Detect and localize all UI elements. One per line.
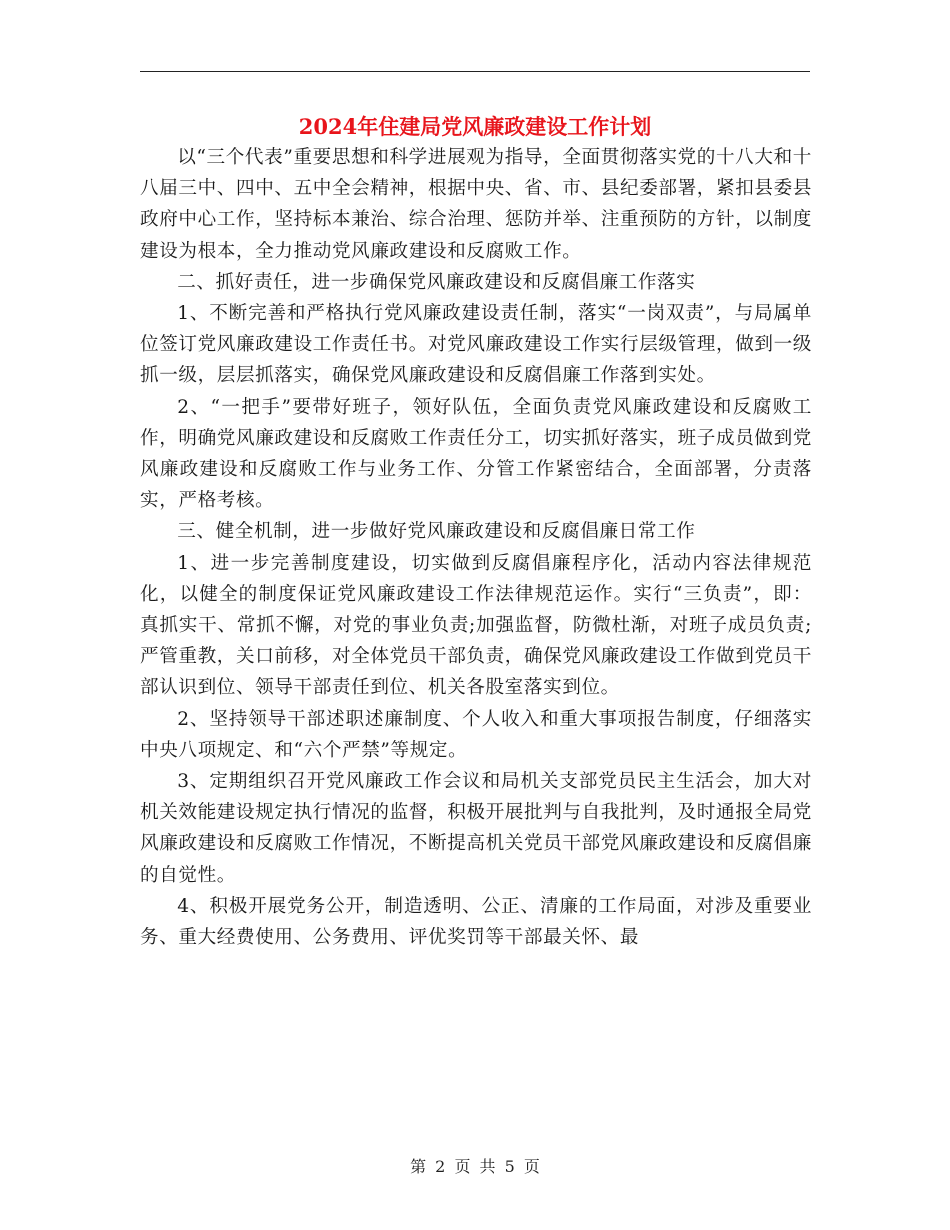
- paragraph-2-1: 1、不断完善和严格执行党风廉政建设责任制，落实“一岗双责”，与局属单位签订党风廉政建设工作责任书。对党风廉政建设工作实行层级管理，做到一级抓一级，层层抓落实，确保党风廉政建设和反腐倡廉工作落到实处。: [140, 303, 812, 387]
- paragraph-3-3: 3、定期组织召开党风廉政工作会议和局机关支部党员民主生活会，加大对机关效能建设规定执行情况的监督，积极开展批判与自我批判，及时通报全局党风廉政建设和反腐败工作情况，不断提高机关党员干部党风廉政建设和反腐倡廉的自觉性。: [140, 771, 812, 886]
- paragraph-intro: 以“三个代表”重要思想和科学进展观为指导，全面贯彻落实党的十八大和十八届三中、四中、五中全会精神，根据中央、省、市、县纪委部署，紧扣县委县政府中心工作，坚持标本兼治、综合治理、惩防并举、注重预防的方针，以制度建设为根本，全力推动党风廉政建设和反腐败工作。: [140, 147, 812, 262]
- paragraph-2-2: 2、“一把手”要带好班子，领好队伍，全面负责党风廉政建设和反腐败工作，明确党风廉政建设和反腐败工作责任分工，切实抓好落实，班子成员做到党风廉政建设和反腐败工作与业务工作、分管工作紧密结合，全面部署，分责落实，严格考核。: [140, 396, 812, 512]
- document-title: 2024年住建局党风廉政建设工作计划: [298, 114, 652, 139]
- page-number-footer: 第 2 页 共 5 页: [410, 1157, 540, 1176]
- section-heading-3: 三、健全机制，进一步做好党风廉政建设和反腐倡廉日常工作: [177, 521, 696, 543]
- paragraph-3-4: 4、积极开展党务公开，制造透明、公正、清廉的工作局面，对涉及重要业务、重大经费使用、公务费用、评优奖罚等干部最关怀、最: [140, 895, 812, 949]
- paragraph-3-1: 1、进一步完善制度建设，切实做到反腐倡廉程序化，活动内容法律规范化，以健全的制度保证党风廉政建设工作法律规范运作。实行“三负责”，即：真抓实干、常抓不懈，对党的事业负责;加强监督，防微杜渐，对班子成员负责;严管重教，关口前移，对全体党员干部负责，确保党风廉政建设工作做到党员干部认识到位、领导干部责任到位、机关各股室落实到位。: [140, 552, 812, 699]
- header-rule: [140, 71, 810, 72]
- section-heading-2: 二、抓好责任，进一步确保党风廉政建设和反腐倡廉工作落实: [177, 271, 696, 293]
- document-body: [140, 142, 812, 953]
- paragraph-3-2: 2、坚持领导干部述职述廉制度、个人收入和重大事项报告制度，仔细落实中央八项规定、和“六个严禁”等规定。: [140, 708, 812, 761]
